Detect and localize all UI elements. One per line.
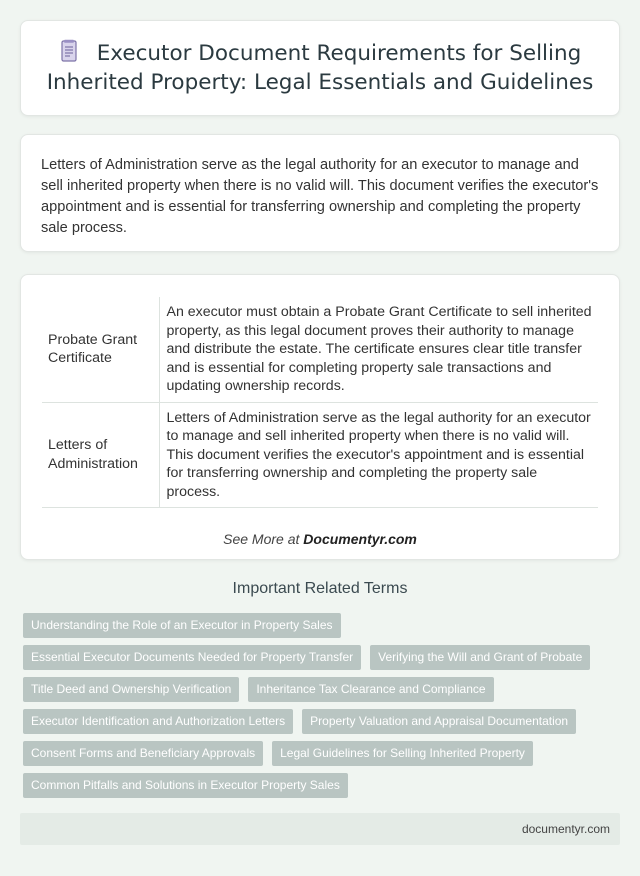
related-tag[interactable]: Title Deed and Ownership Verification — [23, 677, 239, 702]
page-title-text: Executor Document Requirements for Selling Inherited Property: Legal Essentials and Guidelines — [46, 41, 594, 95]
description-cell: Letters of Administration serve as the legal authority for an executor to manage and sell inherited property when there is no valid will. This document verifies the executor's appointment and is essential for transferring ownership and completing the property sale process. — [159, 402, 598, 508]
see-more-prefix: See More at — [223, 531, 304, 547]
title-card — [20, 20, 620, 116]
related-tag[interactable]: Common Pitfalls and Solutions in Executor Property Sales — [23, 773, 348, 798]
related-tag[interactable]: Executor Identification and Authorization Letters — [23, 709, 293, 734]
document-icon — [59, 39, 79, 63]
see-more-link[interactable]: Documentyr.com — [303, 531, 417, 547]
see-more — [42, 531, 598, 547]
footer — [20, 813, 620, 845]
related-tag[interactable]: Consent Forms and Beneficiary Approvals — [23, 741, 263, 766]
term-cell: Letters of Administration — [42, 402, 159, 508]
related-tag[interactable]: Understanding the Role of an Executor in Property Sales — [23, 613, 341, 638]
related-tags — [23, 613, 623, 805]
summary-card — [20, 134, 620, 252]
related-tag[interactable]: Essential Executor Documents Needed for Property Transfer — [23, 645, 361, 670]
table-row — [42, 297, 598, 402]
related-tag[interactable]: Verifying the Will and Grant of Probate — [370, 645, 590, 670]
related-tag[interactable]: Inheritance Tax Clearance and Compliance — [248, 677, 493, 702]
definitions-table — [42, 297, 598, 508]
related-terms-heading: Important Related Terms — [232, 580, 408, 597]
related-tag[interactable]: Legal Guidelines for Selling Inherited Property — [272, 741, 533, 766]
summary-text: Letters of Administration serve as the legal authority for an executor to manage and sell inherited property when there is no valid will. This document verifies the executor's appointment and is essential for transferring ownership and completing the property sale process. — [41, 157, 599, 236]
page-title — [41, 39, 599, 97]
related-tag[interactable]: Property Valuation and Appraisal Documentation — [302, 709, 576, 734]
term-cell: Probate Grant Certificate — [42, 297, 159, 402]
table-row — [42, 402, 598, 508]
definitions-card — [20, 274, 620, 560]
footer-site-link[interactable]: documentyr.com — [521, 822, 610, 836]
description-cell: An executor must obtain a Probate Grant Certificate to sell inherited property, as this legal document proves their authority to manage and distribute the estate. The certificate ensures clear title transfer and is essential for completing property sale transactions and updating ownership records. — [159, 297, 598, 402]
